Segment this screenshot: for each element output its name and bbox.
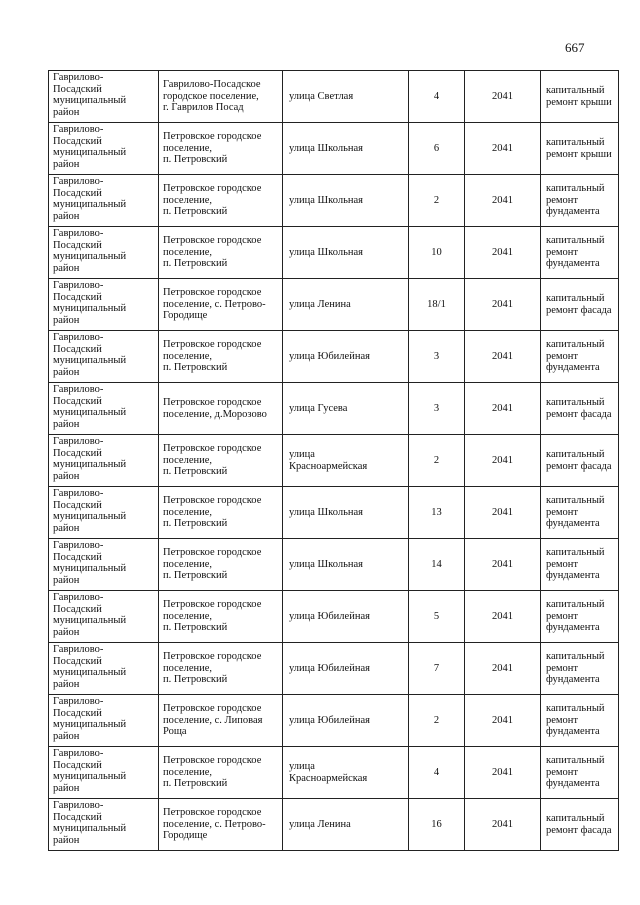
table-row [49,487,619,539]
table-row [49,227,619,279]
year-cell: 2041 [465,227,541,279]
year-cell: 2041 [465,695,541,747]
street-cell: улица Ленина [283,799,409,851]
table-row [49,331,619,383]
year-cell: 2041 [465,71,541,123]
house-number-cell: 6 [409,123,465,175]
table-row [49,695,619,747]
year-cell: 2041 [465,487,541,539]
settlement-cell: Петровское городское поселение, п. Петровский [159,175,283,227]
settlement-cell: Петровское городское поселение, п. Петровский [159,539,283,591]
work-type-cell: капитальный ремонт крыши [541,123,619,175]
street-cell: улица Красноармейская [283,747,409,799]
house-number-cell: 14 [409,539,465,591]
street-cell: улица Юбилейная [283,591,409,643]
year-cell: 2041 [465,435,541,487]
settlement-cell: Петровское городское поселение, д.Морозово [159,383,283,435]
street-cell: улица Юбилейная [283,695,409,747]
settlement-cell: Петровское городское поселение, п. Петровский [159,747,283,799]
house-number-cell: 4 [409,747,465,799]
work-type-cell: капитальный ремонт фундамента [541,747,619,799]
house-number-cell: 10 [409,227,465,279]
settlement-cell: Петровское городское поселение, с. Петрово- Городище [159,279,283,331]
district-cell: Гаврилово- Посадский муниципальный район [49,279,159,331]
table-row [49,279,619,331]
settlement-cell: Петровское городское поселение, с. Петрово- Городище [159,799,283,851]
work-type-cell: капитальный ремонт фундамента [541,175,619,227]
district-cell: Гаврилово- Посадский муниципальный район [49,695,159,747]
street-cell: улица Школьная [283,227,409,279]
house-number-cell: 2 [409,695,465,747]
year-cell: 2041 [465,799,541,851]
settlement-cell: Петровское городское поселение, п. Петровский [159,435,283,487]
settlement-cell: Петровское городское поселение, п. Петровский [159,331,283,383]
work-type-cell: капитальный ремонт фасада [541,799,619,851]
district-cell: Гаврилово- Посадский муниципальный район [49,435,159,487]
table-row [49,799,619,851]
settlement-cell: Гаврилово-Посадское городское поселение, г. Гаврилов Посад [159,71,283,123]
work-type-cell: капитальный ремонт крыши [541,71,619,123]
year-cell: 2041 [465,123,541,175]
street-cell: улица Школьная [283,539,409,591]
district-cell: Гаврилово- Посадский муниципальный район [49,175,159,227]
district-cell: Гаврилово- Посадский муниципальный район [49,747,159,799]
settlement-cell: Петровское городское поселение, с. Липовая Роща [159,695,283,747]
house-number-cell: 13 [409,487,465,539]
settlement-cell: Петровское городское поселение, п. Петровский [159,227,283,279]
year-cell: 2041 [465,747,541,799]
year-cell: 2041 [465,539,541,591]
work-type-cell: капитальный ремонт фундамента [541,643,619,695]
street-cell: улица Ленина [283,279,409,331]
year-cell: 2041 [465,591,541,643]
district-cell: Гаврилово- Посадский муниципальный район [49,487,159,539]
work-type-cell: капитальный ремонт фасада [541,279,619,331]
work-type-cell: капитальный ремонт фасада [541,435,619,487]
page-number: 667 [565,40,585,55]
house-number-cell: 2 [409,175,465,227]
district-cell: Гаврилово- Посадский муниципальный район [49,331,159,383]
work-type-cell: капитальный ремонт фундамента [541,695,619,747]
street-cell: улица Красноармейская [283,435,409,487]
table-row [49,539,619,591]
table-row [49,643,619,695]
table-row [49,591,619,643]
street-cell: улица Светлая [283,71,409,123]
table-row [49,71,619,123]
work-type-cell: капитальный ремонт фундамента [541,331,619,383]
house-number-cell: 16 [409,799,465,851]
house-number-cell: 2 [409,435,465,487]
settlement-cell: Петровское городское поселение, п. Петровский [159,487,283,539]
house-number-cell: 5 [409,591,465,643]
district-cell: Гаврилово- Посадский муниципальный район [49,71,159,123]
table-body [49,71,619,851]
house-number-cell: 18/1 [409,279,465,331]
street-cell: улица Школьная [283,487,409,539]
district-cell: Гаврилово- Посадский муниципальный район [49,799,159,851]
repair-schedule-table [48,70,619,851]
work-type-cell: капитальный ремонт фундамента [541,487,619,539]
district-cell: Гаврилово- Посадский муниципальный район [49,383,159,435]
year-cell: 2041 [465,643,541,695]
table-row [49,123,619,175]
house-number-cell: 4 [409,71,465,123]
house-number-cell: 7 [409,643,465,695]
table-row [49,747,619,799]
street-cell: улица Школьная [283,123,409,175]
district-cell: Гаврилово- Посадский муниципальный район [49,591,159,643]
year-cell: 2041 [465,175,541,227]
settlement-cell: Петровское городское поселение, п. Петровский [159,123,283,175]
table-row [49,383,619,435]
street-cell: улица Юбилейная [283,331,409,383]
street-cell: улица Гусева [283,383,409,435]
year-cell: 2041 [465,279,541,331]
settlement-cell: Петровское городское поселение, п. Петровский [159,591,283,643]
work-type-cell: капитальный ремонт фундамента [541,227,619,279]
house-number-cell: 3 [409,331,465,383]
table-row [49,175,619,227]
settlement-cell: Петровское городское поселение, п. Петровский [159,643,283,695]
district-cell: Гаврилово- Посадский муниципальный район [49,539,159,591]
work-type-cell: капитальный ремонт фундамента [541,539,619,591]
house-number-cell: 3 [409,383,465,435]
street-cell: улица Школьная [283,175,409,227]
year-cell: 2041 [465,331,541,383]
work-type-cell: капитальный ремонт фундамента [541,591,619,643]
year-cell: 2041 [465,383,541,435]
district-cell: Гаврилово- Посадский муниципальный район [49,123,159,175]
street-cell: улица Юбилейная [283,643,409,695]
district-cell: Гаврилово- Посадский муниципальный район [49,643,159,695]
district-cell: Гаврилово- Посадский муниципальный район [49,227,159,279]
work-type-cell: капитальный ремонт фасада [541,383,619,435]
table-row [49,435,619,487]
